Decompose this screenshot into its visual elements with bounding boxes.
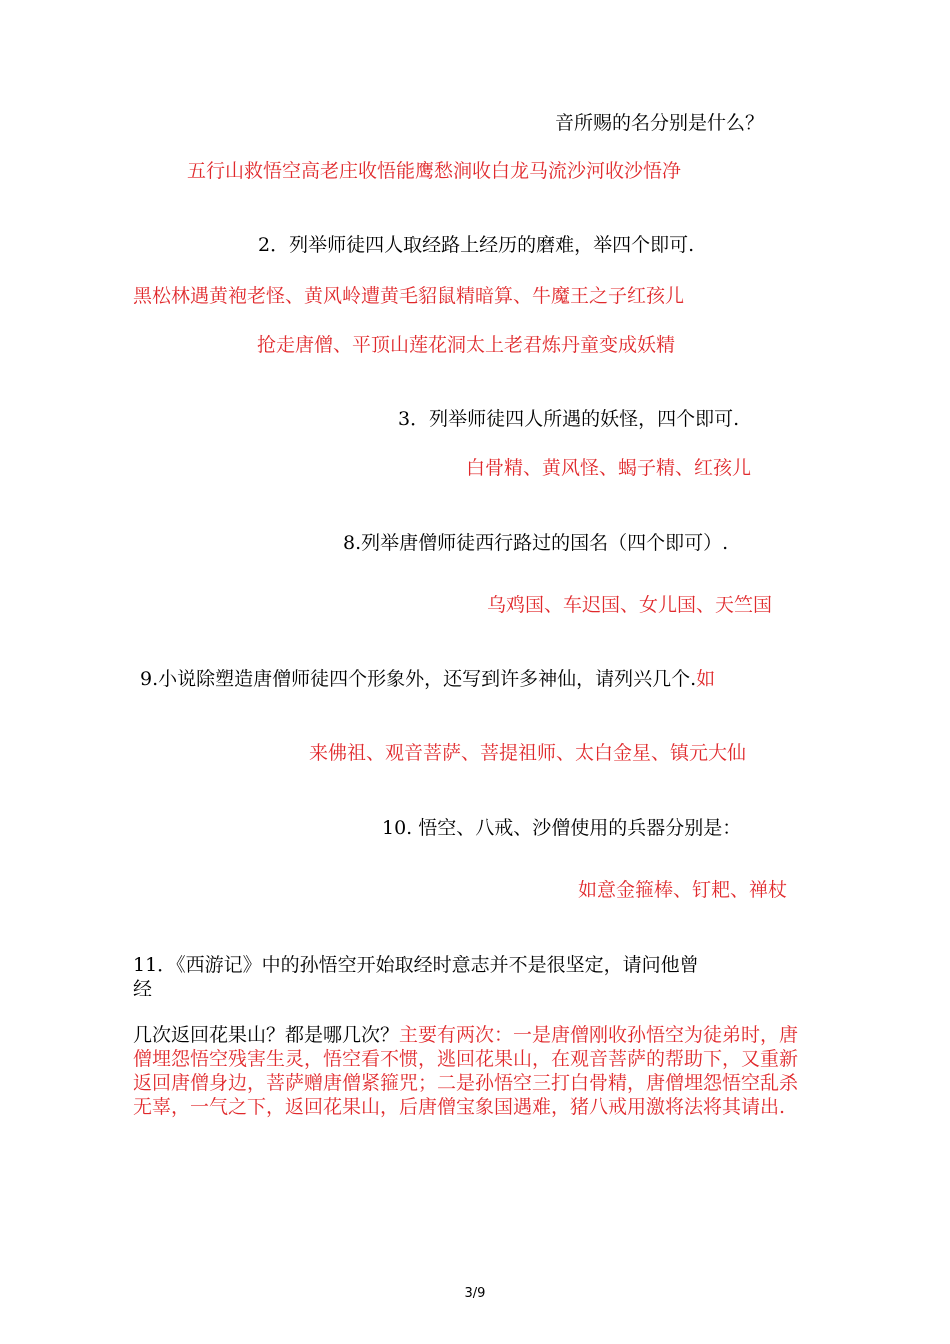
question-11-line-2: 经 — [133, 978, 153, 1000]
answer-3: 白骨精、黄风怪、蝎子精、红孩儿 — [466, 457, 752, 479]
answer-8: 乌鸡国、车迟国、女儿国、天竺国 — [487, 594, 773, 616]
question-8: 8.列举唐僧师徒西行路过的国名（四个即可）. — [343, 532, 729, 554]
answer-1: 五行山救悟空高老庄收悟能鹰愁涧收白龙马流沙河收沙悟净 — [187, 160, 682, 182]
answer-11: 主要有两次：一是唐僧刚收孙悟空为徒弟时，唐僧埋怨悟空残害生灵，悟空看不惯，逃回花果山，在观音菩萨的帮助下，又重新返回唐僧身边，菩萨赠唐僧紧箍咒；二是孙悟空三打白骨精，唐僧埋怨悟空乱杀无辜，一气之下，返回花果山，后唐僧宝象国遇难，猪八戒用激将法将其请出. — [133, 1024, 799, 1118]
question-1-tail: 音所赐的名分别是什么？ — [555, 112, 765, 134]
question-11-answer-paragraph — [133, 1023, 813, 1119]
answer-9-start: 如 — [696, 668, 716, 690]
question-11-line-1: 11．《西游记》中的孙悟空开始取经时意志并不是很坚定，请问他曾 — [133, 954, 699, 976]
question-9 — [140, 666, 715, 692]
answer-2-line-2: 抢走唐僧、平顶山莲花洞太上老君炼丹童变成妖精 — [257, 334, 676, 356]
question-11-line-3: 几次返回花果山？都是哪几次？ — [133, 1024, 400, 1046]
answer-2-line-1: 黑松林遇黄袍老怪、黄风岭遭黄毛貂鼠精暗算、牛魔王之子红孩儿 — [133, 285, 685, 307]
answer-10: 如意金箍棒、钉耙、禅杖 — [578, 879, 788, 901]
question-2: 2．列举师徒四人取经路上经历的磨难，举四个即可. — [258, 234, 695, 256]
page-number: 3/9 — [464, 1286, 486, 1301]
answer-9-line-2: 来佛祖、观音菩萨、菩提祖师、太白金星、镇元大仙 — [309, 742, 747, 764]
question-3: 3．列举师徒四人所遇的妖怪，四个即可. — [398, 408, 740, 430]
question-9-text: 9.小说除塑造唐僧师徒四个形象外，还写到许多神仙，请列兴几个. — [140, 668, 697, 690]
question-10: 10. 悟空、八戒、沙僧使用的兵器分别是： — [382, 817, 742, 839]
